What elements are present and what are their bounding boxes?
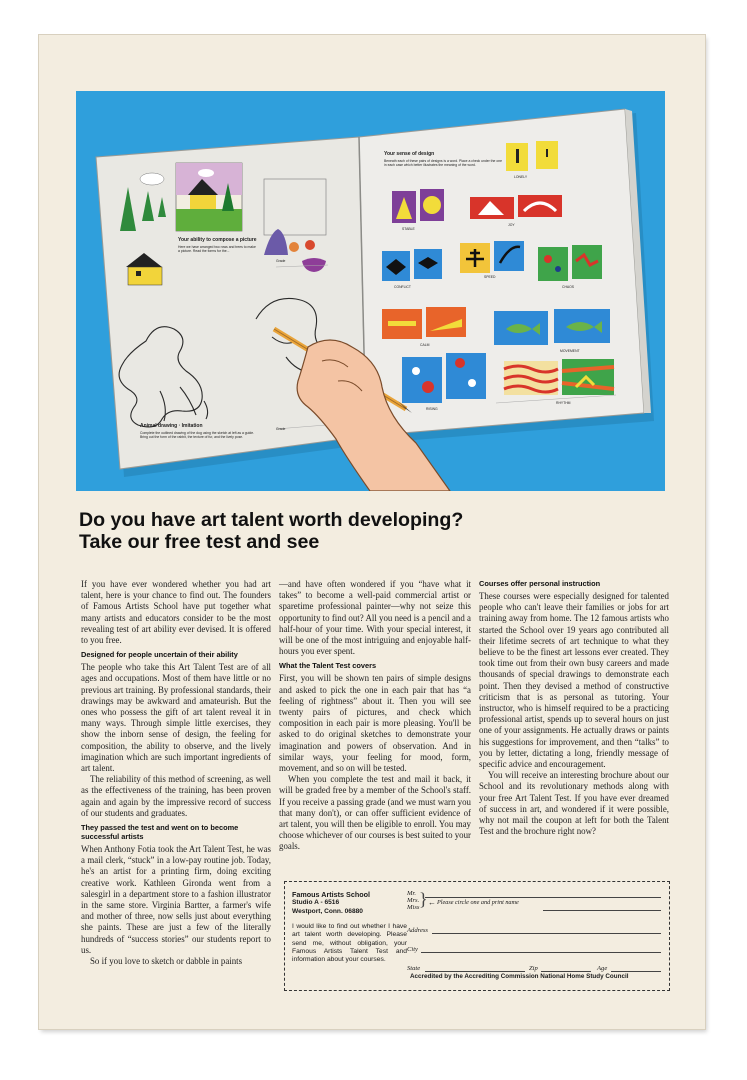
- subheading-instruction: Courses offer personal instruction: [479, 579, 601, 588]
- sense-of-design-heading: Your sense of design: [384, 151, 435, 157]
- paragraph-brochure: You will receive an interesting brochure about our School and its revolutionary methods along with your free Art Talent Test. If you have ever dreamed of success in art, and wondered if it were possible, why not mail the coupon at left for both the Talent Test and the brochure right now?: [479, 770, 669, 837]
- age-field[interactable]: [611, 971, 661, 972]
- name-line-2[interactable]: [543, 910, 661, 911]
- art-talent-test-illustration: [76, 91, 665, 491]
- article-column-2: [279, 579, 471, 853]
- article-column-1: [81, 579, 271, 967]
- animal-drawing-note: Complete the outlined drawing of the dog using the sketch at left as a guide. Bring out the form of the rabbit, the texture of fur, and the lively pose.: [140, 431, 255, 439]
- design-label-speed: SPEED: [484, 275, 496, 279]
- design-label-rising: RISING: [426, 407, 438, 411]
- zip-label: Zip: [529, 965, 538, 972]
- design-label-chaos: CHAOS: [562, 285, 575, 289]
- compose-picture-label: Your ability to compose a picture: [178, 237, 257, 243]
- city-label: City: [407, 946, 418, 953]
- paragraph-opportunity: —and have often wondered if you “have what it takes” to become a well-paid commercial artist or sparetime professional painter—why not seize this opportunity to find out? All you need is a pencil and a half-hour of your time. With your special interest, it will be one of the most intriguing and enjoyable half-hours you ever spent.: [279, 579, 471, 657]
- headline-line-1: Do you have art talent worth developing?: [79, 509, 464, 531]
- page-headline: [79, 509, 659, 553]
- intro-paragraph: If you have ever wondered whether you had art talent, here is your chance to find out. The founders of Famous Artists School have put together what many artists and educators consider to be the most revealing test of art ability ever devised. It is offered to you free.: [81, 579, 271, 646]
- paragraph-test-contents: First, you will be shown ten pairs of simple designs and asked to pick the one in each pair that has “a feeling of rightness” about it. Then you will see twenty pairs of pictures, and check which composition in each pair is more pleasing. You'll be asked to do original sketches to demonstrate your imagination and powers of observation. And in similar ways, your feeling for mood, form, movement, and so on will be tested.: [279, 673, 471, 774]
- paragraph-people: The people who take this Art Talent Test are of all ages and occupations. Most of them have little or no previous art training. By professional standards, their drawings may be awkward and amateurish. But the ones who possess the gift of art talent reveal it in many ways. Through simple little exercises, they show the inborn sense of design, the feeling for composition, the ability to observe, and the lively imagination which are such important ingredients of art talent.: [81, 662, 271, 774]
- address-field[interactable]: [432, 933, 661, 934]
- title-mr[interactable]: Mr.: [407, 890, 416, 897]
- address-label: Address: [407, 927, 429, 934]
- magazine-back-cover: [39, 35, 705, 1029]
- circle-instruction: Please circle one and print name: [437, 899, 519, 906]
- school-city: Westport, Conn. 06880: [292, 907, 363, 915]
- compose-picture-note: Here we have arranged two rows and trees to make a picture. Read the forms for the...: [178, 245, 256, 253]
- design-label-lonely: LONELY: [514, 175, 528, 179]
- age-label: Age: [597, 965, 608, 972]
- coupon-school-info: [292, 890, 407, 964]
- paragraph-success-stories: When Anthony Fotia took the Art Talent Test, he was a mail clerk, “stuck” in a low-pay routine job. Today, he's an artist for a printing firm, doing exciting creative work. Kathleen Gironda went from a salesgirl in a department store to a fashion illustrator in the same store. Virginia Bartter, a farmer's wife and mother of three, now sells just about everything she paints. These are just a few of the literally hundreds of “success stories” our students report to us.: [81, 844, 271, 955]
- article-column-3: [479, 579, 669, 837]
- design-label-joy: JOY: [508, 223, 515, 227]
- mail-in-coupon[interactable]: [284, 881, 670, 991]
- name-line[interactable]: [425, 897, 661, 898]
- design-label-calm: CALM: [420, 343, 430, 347]
- title-miss[interactable]: Miss: [407, 903, 420, 911]
- state-field[interactable]: [425, 971, 525, 972]
- paragraph-sketch: So if you love to sketch or dabble in paints: [90, 956, 243, 967]
- design-label-conflict: CONFLICT: [394, 285, 411, 289]
- zip-field[interactable]: [541, 971, 591, 972]
- subheading-test-covers: What the Talent Test covers: [279, 661, 377, 671]
- grade-label-bottom: Grade: [276, 427, 286, 431]
- subheading-success: They passed the test and went on to become successful artists: [81, 823, 239, 842]
- paragraph-courses: These courses were especially designed for talented people who can't leave their families or jobs for art training away from home. The 12 famous artists who started the School over 19 years ago contributed all their lifetime secrets of art technique to what they believe to be the finest art lessons ever created. They took time out from their own busy careers and made thousands of special drawings to demonstrate each point. Then they devised a method of constructive criticism that is as personal as tutoring. Your instructor, who is himself required to be a practicing professional artist, spends up to several hours on just one of your assignments. He actually draws or paints his suggestions for improvement, and then “talks” to you by letter, dictating a long, friendly message of specific advice and encouragement.: [479, 591, 669, 770]
- paragraph-grading: When you complete the test and mail it back, it will be graded free by a member of the School's staff. If you receive a passing grade (and we must warn you that many don't), or can offer sufficient evidence of art talent, you will then be eligible to enroll. You may choose whichever of our courses is best suited to your goals.: [279, 774, 471, 852]
- design-label-stable: STABLE: [402, 227, 415, 231]
- sense-of-design-instructions: Beneath each of these pairs of designs is a word. Place a check under the one in each case which better illustrates the meaning of the word.: [384, 159, 502, 167]
- grade-label-top: Grade: [276, 259, 286, 263]
- school-name: Famous Artists School: [292, 890, 371, 899]
- state-label: State: [407, 965, 421, 972]
- city-field[interactable]: [421, 952, 661, 953]
- coupon-request-text: I would like to find out whether I have art talent worth developing. Please send me, without obligation, your Famous Artists Talent Test and information about your courses.: [292, 923, 407, 964]
- paragraph-reliability: The reliability of this method of screening, as well as the effectiveness of the training, has been proven again and again by the impressive record of success of our students and graduates.: [81, 774, 271, 818]
- left-arrow-icon: ←: [428, 898, 436, 907]
- design-label-rhythm: RHYTHM: [556, 401, 571, 405]
- title-options: [407, 891, 419, 911]
- title-mrs[interactable]: Mrs.: [407, 896, 420, 904]
- subheading-uncertain: Designed for people uncertain of their ability: [81, 650, 238, 660]
- school-studio: Studio A - 6516: [292, 899, 340, 906]
- animal-drawing-label: Animal drawing · Imitation: [140, 423, 203, 429]
- headline-line-2: Take our free test and see: [79, 531, 320, 553]
- design-label-movement: MOVEMENT: [560, 349, 580, 353]
- brace-glyph: }: [419, 889, 428, 909]
- accreditation-note: Accredited by the Accrediting Commission National Home Study Council: [410, 973, 629, 980]
